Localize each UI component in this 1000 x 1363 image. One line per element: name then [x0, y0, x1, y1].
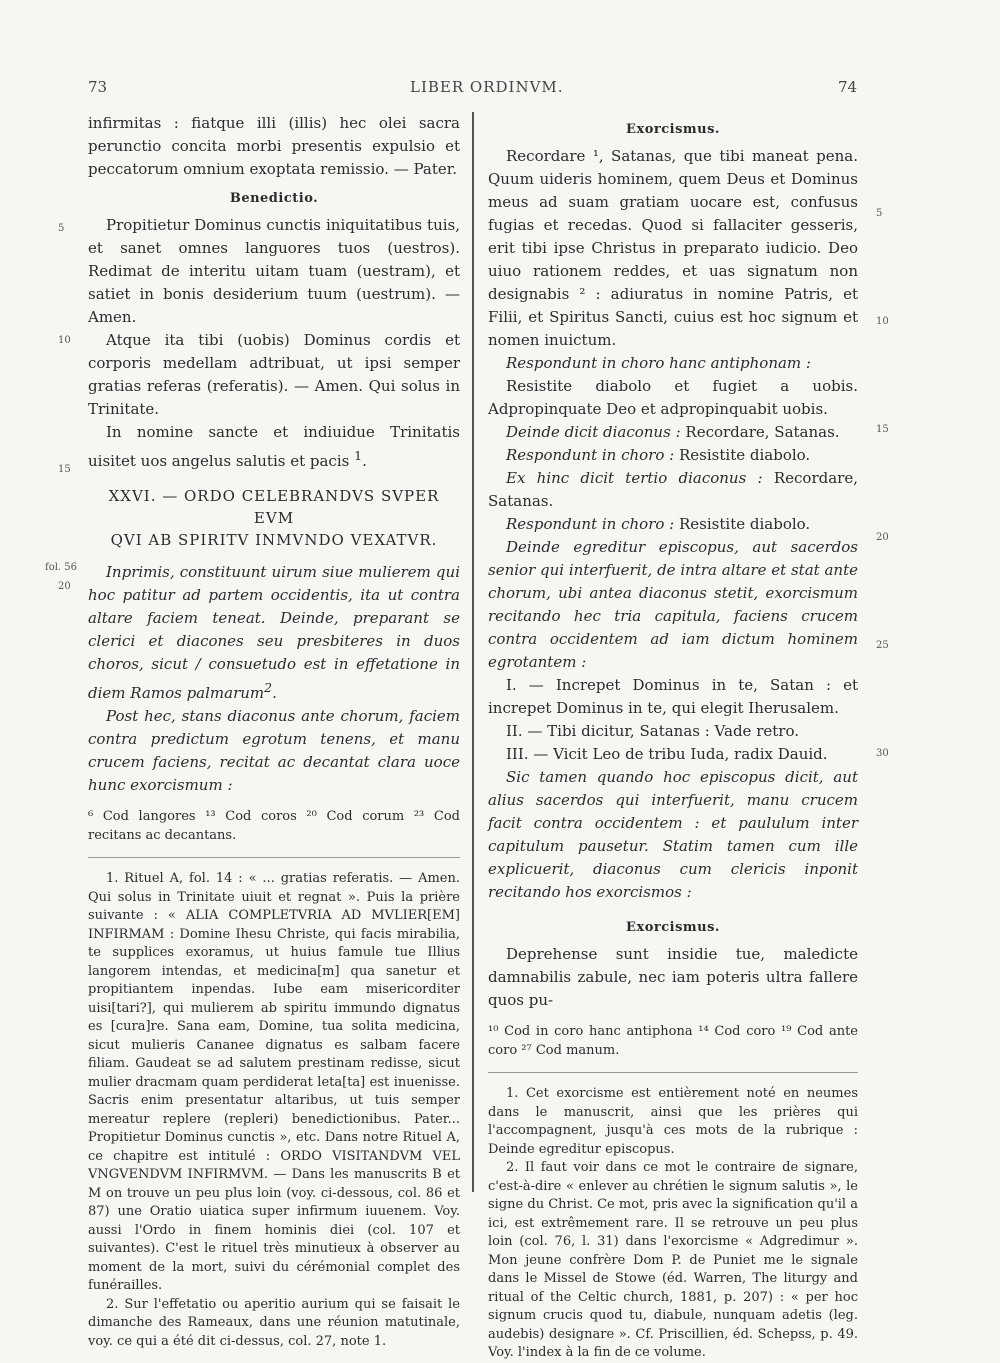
margin-line-number: 5 [876, 208, 883, 219]
response-line [488, 421, 858, 444]
column-rule [472, 112, 474, 1192]
versicle: I. — Increpet Dominus in te, Satan : et increpet Dominus in te, qui elegit Iherusalem. [488, 676, 858, 717]
response-text: Resistite diabolo. [679, 515, 811, 533]
benedictio-paragraph: Atque ita tibi (uobis) Dominus cordis et corporis medellam adtribuat, ut ipsi semper gratias referas (referatis). — Amen. Qui solus in Trinitate. [88, 331, 460, 418]
rubric: Ex hinc dicit tertio diaconus : [506, 469, 763, 487]
right-page-number: 74 [838, 78, 858, 96]
ordo-title [88, 485, 460, 551]
margin-line-number: 5 [58, 223, 65, 234]
margin-line-number: 20 [58, 581, 71, 592]
response-line [488, 513, 858, 536]
footnote: 1. Rituel A, fol. 14 : « ... gratias referatis. — Amen. Qui solus in Trinitate uiuit et regnat ». Puis la prière suivante : « ALIA COMPLETVRIA AD MVLIER[EM] INFIRMAM : Domine Ihesu Christe, qui facis mirabilia, te supplices exoramus, ut huius famule tue Illius langorem intendas, et medicina[m] qua sanetur et propitiantem inpendas. Iube eam misericorditer uisi[tari?], qui mulierem ab spiritu immundo dignatus es [cura]re. Sana eam, Domine, tua solita medicina, sicut mulieris Cananee dignatus es salbam facere filiam. Gaudeat se ad salutem prestinam redisse, sicut mulier dracmam quam perdiderat leta[ta] est inuenisse. Sacris enim presentatur altaribus, ut tuis semper mereatur replere (repleri) benedictionibus. Pater... Propitietur Dominus cunctis », etc. Dans notre Rituel A, ce chapitre est intitulé : ORDO VISITANDVM VEL VNGVENDVM INFIRMVM. — Dans les manuscrits B et M on trouve un peu plus loin (voy. ci-dessous, col. 86 et 87) une Oratio uiatica super infirmum iuuenem. Voy. aussi l'Ordo in finem hominis diei (col. 107 et suivantes). C'est le rituel très minutieux à observer au moment de la mort, suivi du cérémonial complet des funérailles. [88, 871, 460, 1293]
ordo-rubric-text: Inprimis, constituunt uirum siue mulierem qui hoc patitur ad partem occidentis, ita ut contra altare faciem teneat. Deinde, preparant se clerici et diacones seu presbiteres in duos choros, sicut / consuetudo est in effetatione in diem Ramos palmarum [88, 563, 460, 702]
left-page-number: 73 [88, 78, 108, 96]
exorcismus-heading: Exorcismus. [626, 920, 720, 935]
footnote: 1. Cet exorcisme est entièrement noté en neumes dans le manuscrit, ainsi que les prières qui l'accompagnent, jusqu'à ces mots de la rubrique : Deinde egreditur episcopus. [488, 1086, 858, 1157]
footnote-marker: 2 [264, 680, 273, 695]
ordo-rubric: Post hec, stans diaconus ante chorum, faciem contra predictum egrotum tenens, et manu crucem faciens, recitat ac decantat clara uoce hunc exorcismum : [88, 707, 460, 794]
margin-line-number: 30 [876, 748, 889, 759]
benedictio-text: In nomine sancte et indiuidue Trinitatis uisitet uos angelus salutis et pacis [88, 423, 460, 470]
exorcismus-paragraph: Recordare ¹, Satanas, que tibi maneat pena. Quum uideris hominem, quem Deus et Dominus meus ad suam gratiam uocare est, confusus fugias et recedas. Quod si fallaciter gesseris, erit tibi ipse Christus in preparato iudicio. Deo uiuo rationem reddes, et uas signatum non designabis ² : adiuratus in nomine Patris, et Filii, et Spiritus Sancti, cuius est hoc signum et nomen inuictum. [488, 147, 858, 349]
rubric: Respondunt in choro : [506, 446, 675, 464]
margin-line-number: 10 [876, 316, 889, 327]
ordo-title-line-2: QVI AB SPIRITV INMVNDO VEXATVR. [110, 531, 438, 549]
ordo-title-line-1: XXVI. — ORDO CELEBRANDVS SVPER EVM [108, 487, 440, 527]
margin-line-number: 15 [876, 424, 889, 435]
rubric: Respondunt in choro hanc antiphonam : [506, 354, 811, 372]
response-line [488, 375, 858, 421]
margin-line-number: 15 [58, 464, 71, 475]
response-line [488, 467, 858, 513]
rubric: Deinde dicit diaconus : [506, 423, 681, 441]
footnote-separator [88, 857, 460, 858]
variant-readings: ⁶ Cod langores ¹³ Cod coros ²⁰ Cod corum ²³ Cod recitans ac decantans. [88, 809, 460, 843]
response-line [488, 444, 858, 467]
benedictio-paragraph: Propitietur Dominus cunctis iniquitatibus tuis, et sanet omnes languores tuos (uestros). Redimat de interitu uitam tuam (uestram), et satiet in bonis desiderium tuum (uestrum). — Amen. [88, 216, 460, 326]
versicle: III. — Vicit Leo de tribu Iuda, radix Dauid. [506, 745, 828, 763]
footnote: 2. Sur l'effetatio ou aperitio aurium qui se faisait le dimanche des Rameaux, dans une réunion matutinale, voy. ce qui a été dit ci-dessus, col. 27, note 1. [88, 1296, 460, 1349]
response-text: Resistite diabolo et fugiet a uobis. Adpropinquate Deo et adpropinquabit uobis. [488, 377, 858, 418]
rubric-paragraph: Deinde egreditur episcopus, aut sacerdos senior qui interfuerit, de intra altare et stat ante chorum, ubi antea diaconus stetit, exorcismum recitando hec tria capitula, faciens crucem contra occidentem ad iam dictum hominem egrotantem : [488, 538, 858, 671]
benedictio-heading: Benedictio. [229, 191, 319, 206]
footnote-separator [488, 1072, 858, 1073]
response-line [488, 352, 858, 375]
margin-line-number: 20 [876, 532, 889, 543]
left-column [88, 112, 460, 1351]
variant-readings: ¹⁰ Cod in coro hanc antiphona ¹⁴ Cod coro ¹⁹ Cod ante coro ²⁷ Cod manum. [488, 1024, 858, 1058]
opening-paragraph: infirmitas : fiatque illi (illis) hec olei sacra perunctio concita morbi presentis expulsio et peccatorum omnium exoptata remissio. — Pater. [88, 114, 460, 178]
footnote-marker: 1 [354, 448, 363, 463]
ordo-rubric: Inprimis, constituunt uirum siue mulierem qui hoc patitur ad partem occidentis, ita ut contra altare faciem teneat. Deinde, preparant se clerici et diacones seu presbiteres in duos choros, sicut / consuetudo est in effetatione in diem Ramos palmarum$^2$. [88, 563, 460, 702]
exorcismus-paragraph: Deprehense sunt insidie tue, maledicte damnabilis zabule, nec iam poteris ultra fallere quos pu- [488, 945, 858, 1009]
footnote: 2. Il faut voir dans ce mot le contraire de signare, c'est-à-dire « enlever au chrétien le signum salutis », le signe du Christ. Ce mot, pris avec la signification qu'il a ici, est extrêmement rare. Il se retrouve un peu plus loin (col. 76, l. 31) dans l'exorcisme « Adgredimur ». Mon jeune confrère Dom P. de Puniet me le signale dans le Missel de Stowe (éd. Warren, The liturgy and ritual of the Celtic church, 1881, p. 207) : « per hoc signum crucis quod tu, diabule, nunquam adetis (leg. audebis) designare ». Cf. Priscillien, éd. Schepss, p. 49. Voy. l'index à la fin de ce volume. [488, 1160, 858, 1360]
response-text: Recordare, Satanas. [488, 469, 858, 510]
running-title: LIBER ORDINVM. [410, 78, 564, 96]
margin-line-number: 10 [58, 335, 71, 346]
margin-folio-marker: fol. 56 [45, 562, 78, 573]
margin-line-number: 25 [876, 640, 889, 651]
rubric-paragraph: Sic tamen quando hoc episcopus dicit, aut alius sacerdos qui interfuerit, manu crucem facit contra occidentem : et paululum inter capitulum pausetur. Statim tamen cum ille explicuerit, diaconus cum clericis inponit recitando hos exorcismos : [488, 768, 858, 901]
exorcismus-heading: Exorcismus. [626, 122, 720, 137]
response-text: Recordare, Satanas. [685, 423, 840, 441]
response-text: Resistite diabolo. [679, 446, 811, 464]
right-column [488, 112, 858, 1363]
rubric: Respondunt in choro : [506, 515, 675, 533]
benedictio-paragraph: In nomine sancte et indiuidue Trinitatis uisitet uos angelus salutis et pacis $^1$. [88, 423, 460, 470]
versicle: II. — Tibi dicitur, Satanas : Vade retro. [506, 722, 799, 740]
